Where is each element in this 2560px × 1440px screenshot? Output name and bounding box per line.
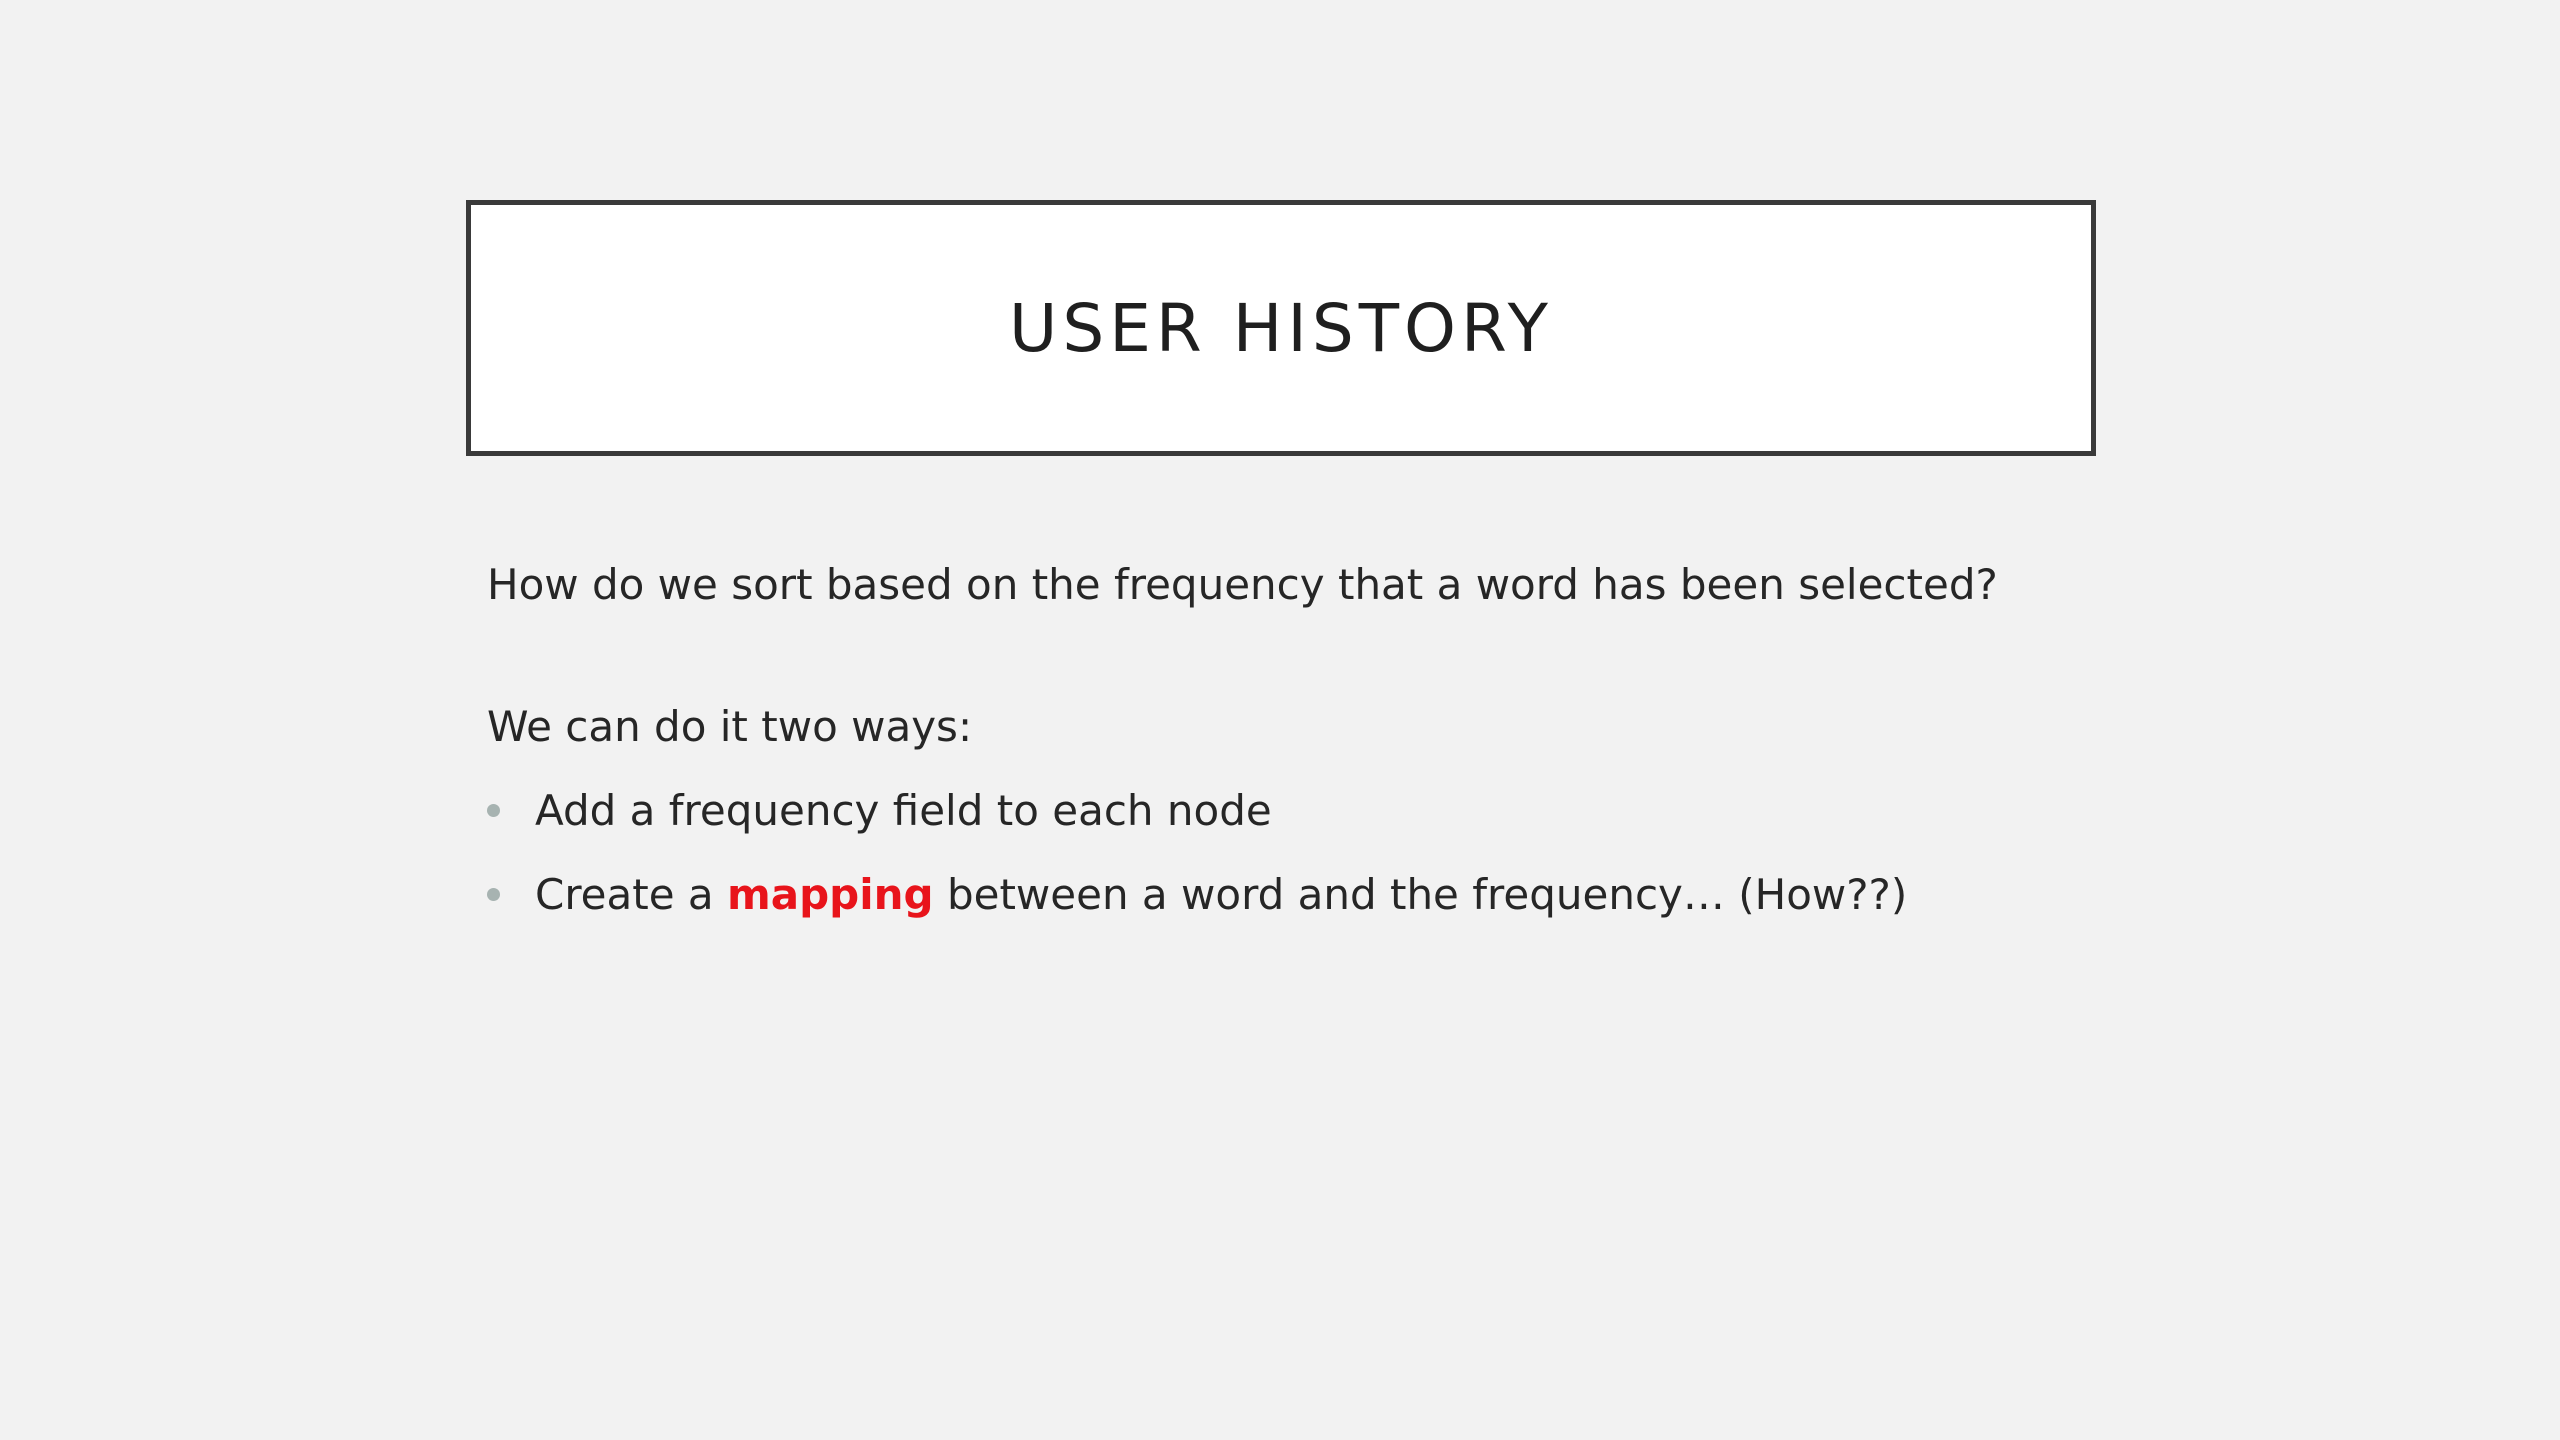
bullet-item-frequency-field bbox=[487, 786, 1907, 870]
bullet-text: Add a frequency field to each node bbox=[535, 786, 1272, 835]
bullet-dot-icon bbox=[487, 804, 500, 817]
question-text: How do we sort based on the frequency that a word has been selected? bbox=[487, 560, 1998, 609]
bullet-list bbox=[487, 786, 1907, 954]
slide-title: USER HISTORY bbox=[1009, 289, 1553, 367]
bullet-text-prefix: Create a bbox=[535, 870, 727, 919]
bullet-item-mapping bbox=[487, 870, 1907, 954]
bullet-dot-icon bbox=[487, 888, 500, 901]
highlighted-word: mapping bbox=[727, 870, 934, 919]
bullet-text-suffix: between a word and the frequency… (How??) bbox=[933, 870, 1908, 919]
intro-text: We can do it two ways: bbox=[487, 702, 973, 751]
title-box bbox=[466, 200, 2096, 456]
